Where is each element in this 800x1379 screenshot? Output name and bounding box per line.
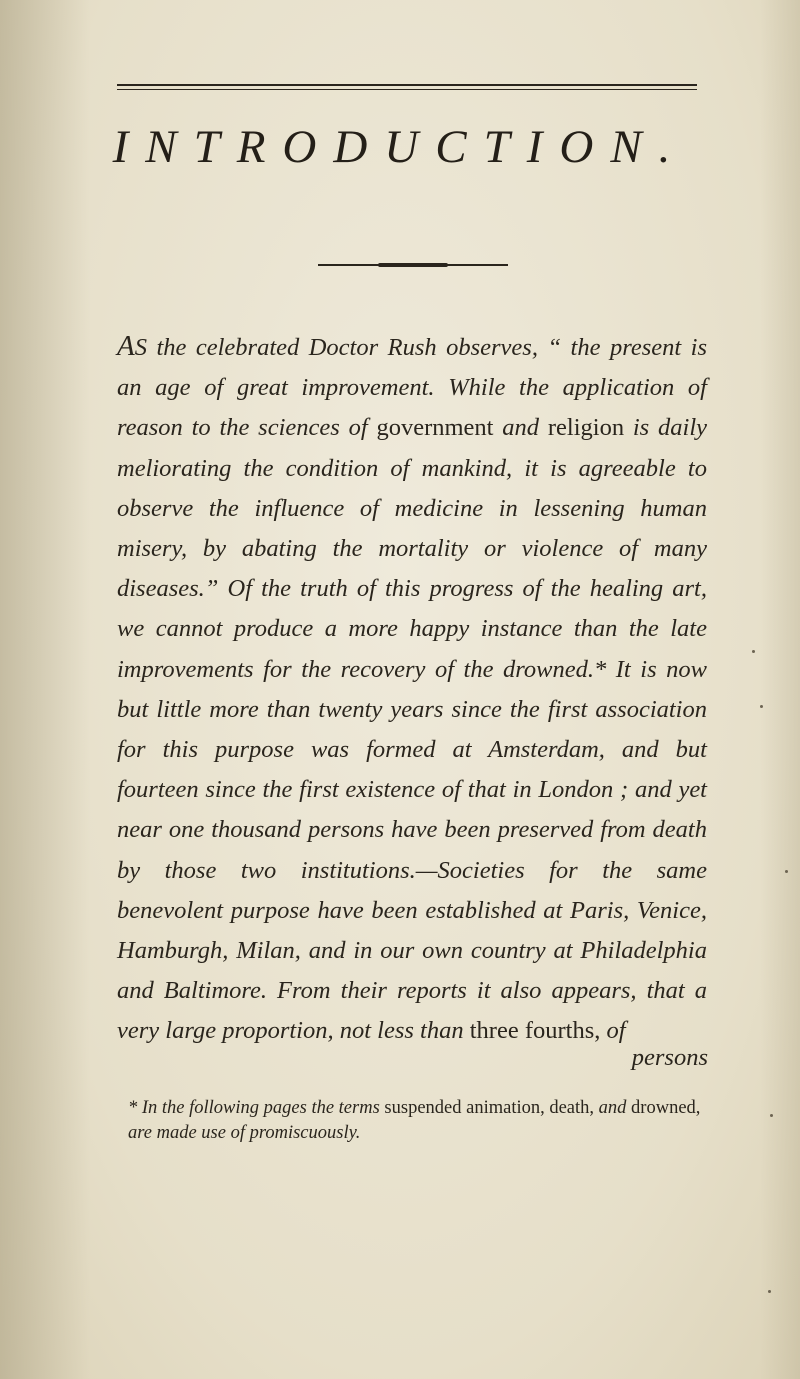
page-title: INTRODUCTION.	[112, 121, 688, 173]
footnote-segment: * In the following pages the terms	[128, 1098, 385, 1118]
paper-speck	[752, 650, 755, 653]
header-rule-thin	[117, 89, 697, 90]
text-segment: is daily meliorating the condition of mankind, it is agreeable to observe the influence of medicine in lessening human misery, by abating the mortality or violence of many diseases.” Of the truth of this progress of the healing art, we cannot produce a more happy instance than the late improvements for the recovery of the drowned.* It is now but little more than twenty years since the first association for this purpose was formed at Amsterdam, and but fourteen since the first existence of that in London ; and yet near one thousand persons have been preserved from death by those two institutions.—Societies for the same benevolent purpose have been established at Paris, Venice, Hamburgh, Milan, and in our own country at Philadelphia and Baltimore. From their reports it also appears, that a very large proportion, not less than	[117, 414, 708, 1045]
text-segment: of	[600, 1017, 626, 1045]
body-paragraph	[117, 326, 707, 1052]
text-segment: and	[493, 414, 548, 442]
footnote-segment: are made use of promiscuously.	[128, 1123, 361, 1143]
spine-shadow	[0, 0, 90, 1379]
footnote	[128, 1096, 710, 1146]
drop-capital: A	[117, 330, 135, 362]
paper-speck	[760, 705, 763, 708]
text-segment-roman: religion	[547, 414, 625, 442]
text-segment: S the celebrated Doctor Rush observes, “ the present is an age of great improvement. While the application of reason to the sciences of	[117, 334, 707, 442]
footnote-segment: and	[594, 1098, 632, 1118]
text-segment-roman: government	[376, 414, 494, 442]
catchword: persons	[631, 1044, 708, 1071]
header-rule-thick	[117, 84, 697, 86]
ornamental-rule	[318, 264, 508, 266]
text-segment-roman: three fourths,	[469, 1017, 601, 1045]
paper-speck	[785, 870, 788, 873]
paper-speck	[770, 1114, 773, 1117]
footnote-segment-roman: suspended animation, death,	[384, 1098, 595, 1118]
page-edge-shadow	[760, 0, 800, 1379]
footnote-segment-roman: drowned,	[631, 1098, 701, 1118]
paper-speck	[768, 1290, 771, 1293]
